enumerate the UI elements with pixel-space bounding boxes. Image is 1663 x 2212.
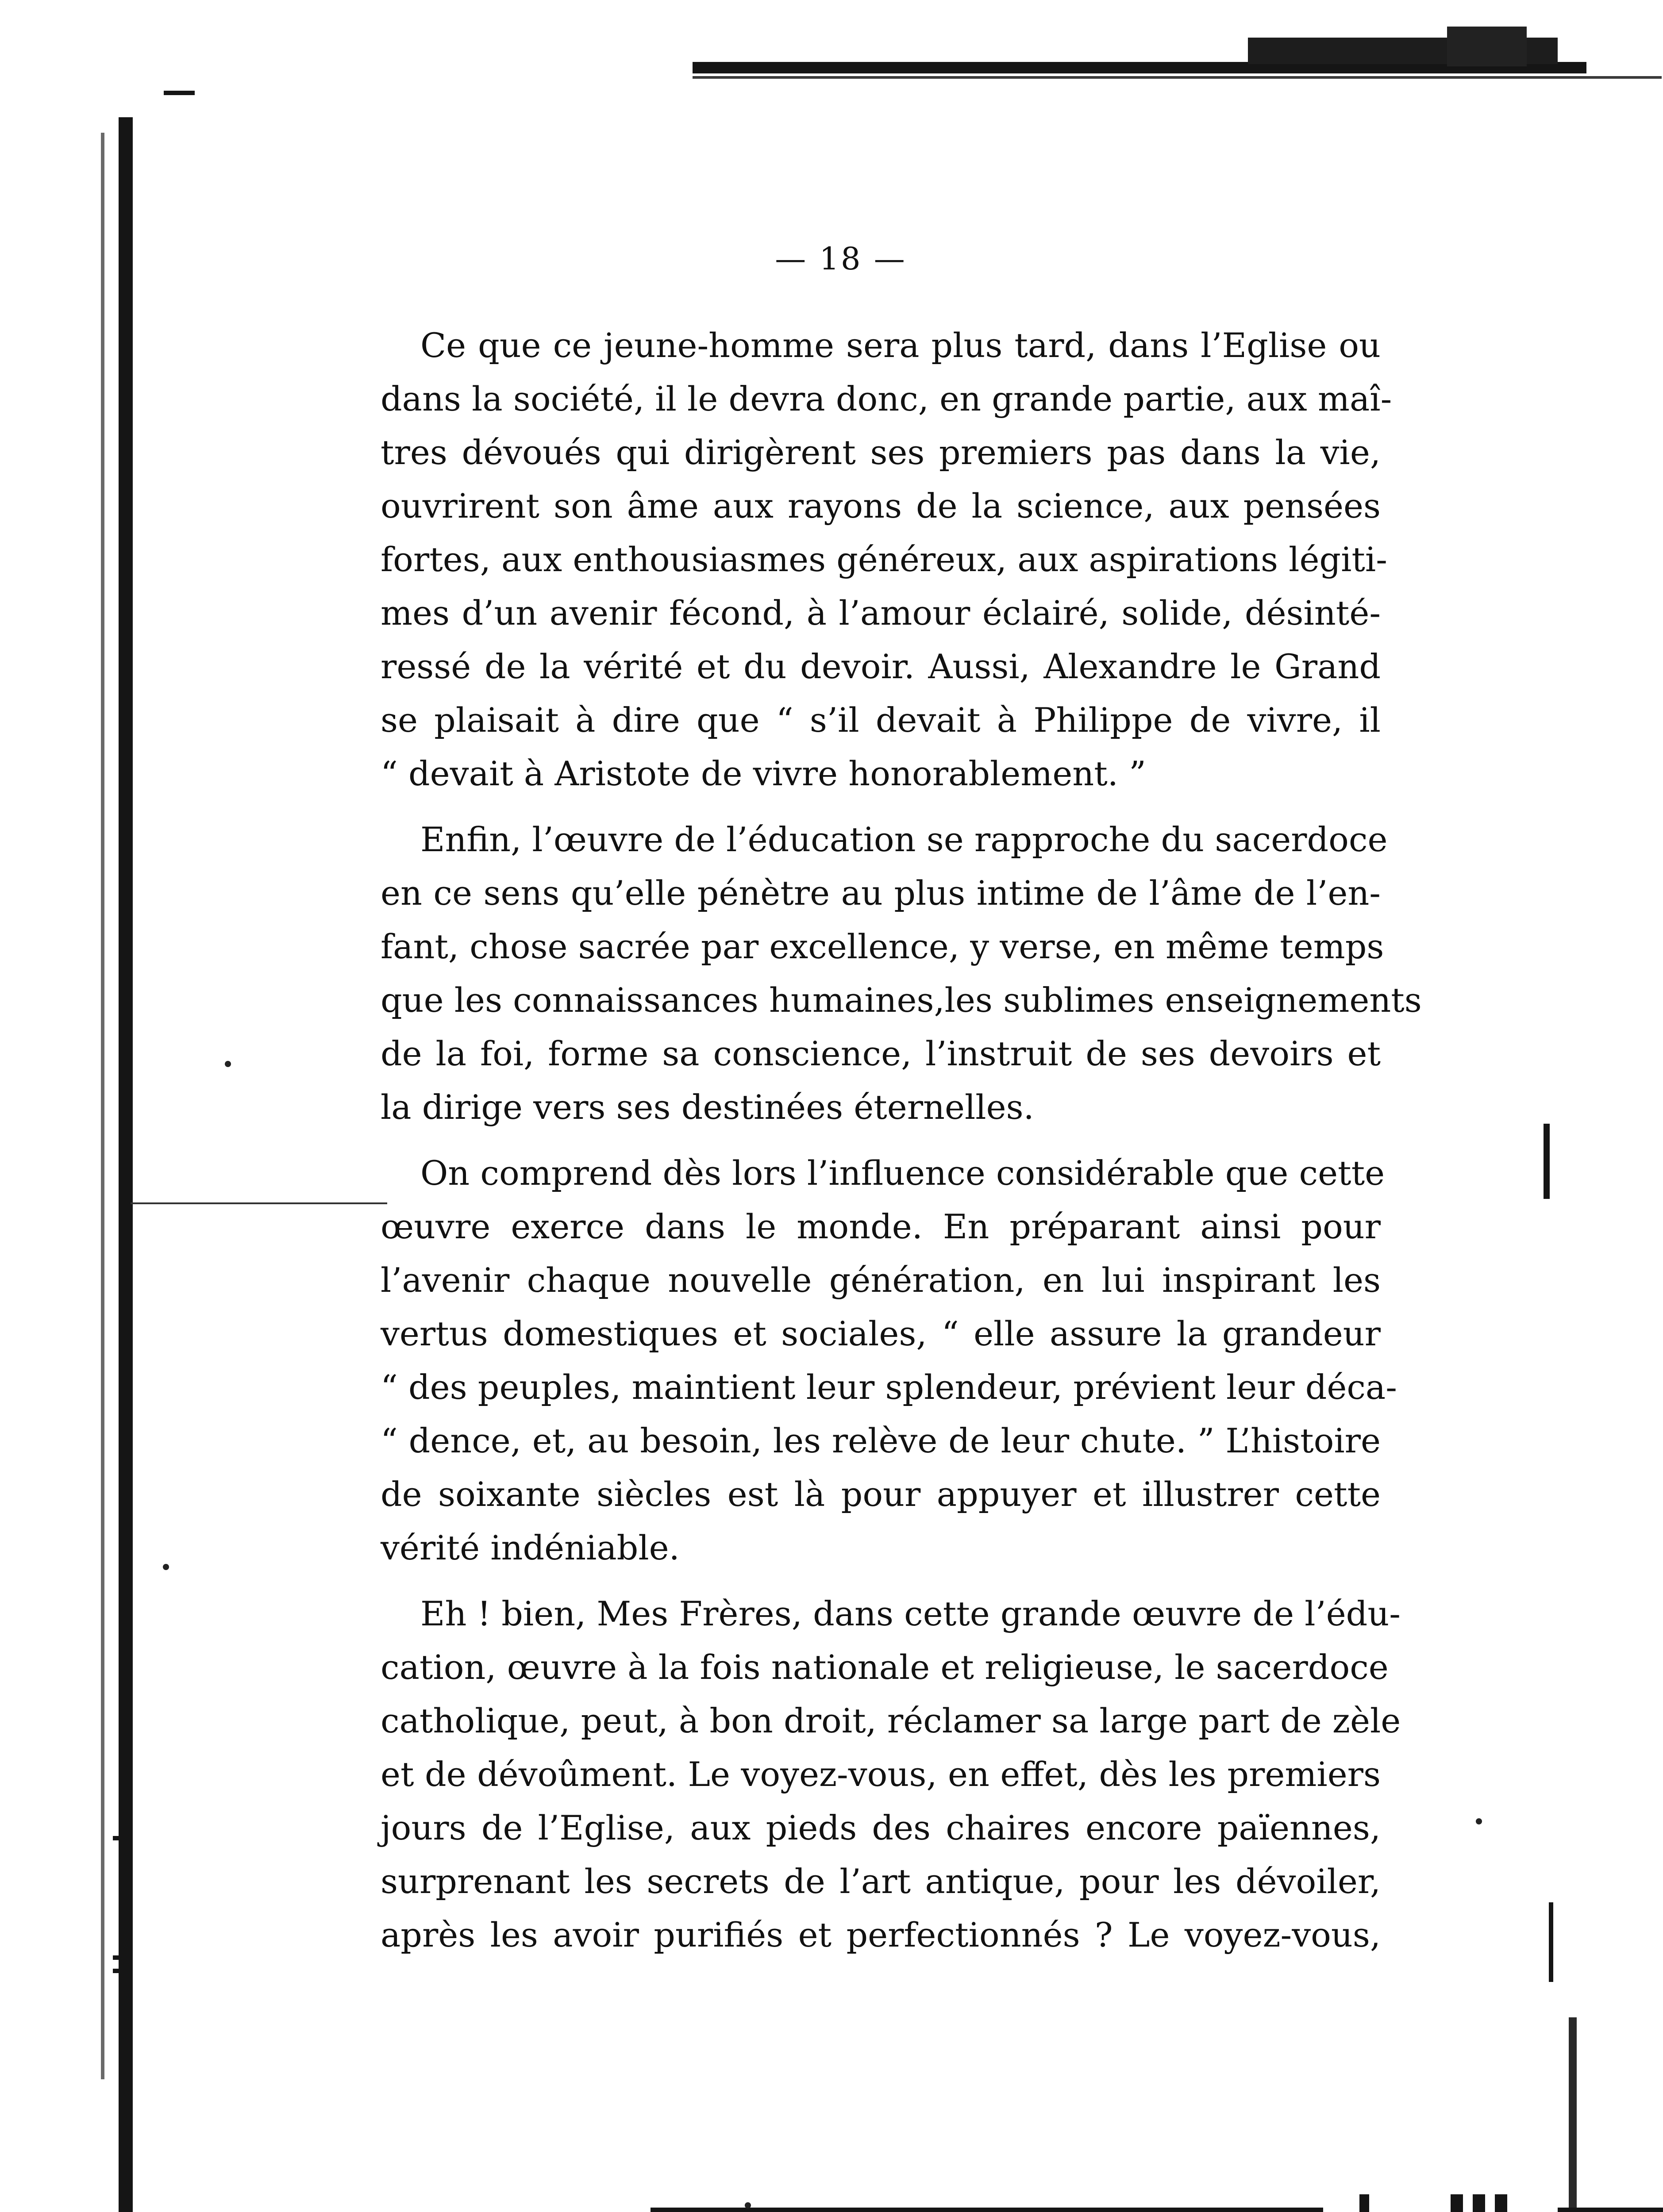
paragraph-3 bbox=[341, 1146, 1397, 1575]
text-line: en ce sens qu’elle pénètre au plus intime de l’âme de l’en- bbox=[381, 873, 1381, 913]
scan-bottom-tick bbox=[1451, 2194, 1463, 2212]
text-line: surprenant les secrets de l’art antique, pour les dévoiler, bbox=[381, 1862, 1381, 1901]
text-line: et de dévoûment. Le voyez-vous, en effet, dès les premiers bbox=[381, 1755, 1381, 1794]
scan-speck bbox=[1476, 1818, 1482, 1824]
scan-margin-mark bbox=[113, 1836, 131, 1840]
text-line: On comprend dès lors l’influence considérable que cette bbox=[420, 1153, 1385, 1193]
text-line: jours de l’Eglise, aux pieds des chaires encore païennes, bbox=[381, 1808, 1381, 1847]
page-number: — 18 — bbox=[775, 241, 907, 277]
text-line: “ devait à Aristote de vivre honorablement. ” bbox=[381, 754, 1146, 793]
text-line: tres dévoués qui dirigèrent ses premiers pas dans la vie, bbox=[381, 433, 1381, 472]
text-line: “ des peuples, maintient leur splendeur, prévient leur déca- bbox=[381, 1367, 1397, 1407]
paragraph-1 bbox=[341, 319, 1392, 800]
scan-bottom-band bbox=[651, 2208, 1323, 2212]
scan-mark bbox=[164, 91, 195, 95]
scan-top-line bbox=[693, 76, 1662, 79]
text-line: cation, œuvre à la fois nationale et religieuse, le sacerdoce bbox=[381, 1647, 1389, 1687]
scan-margin-mark bbox=[113, 1969, 131, 1973]
scan-top-blot bbox=[1447, 27, 1527, 66]
text-line: que les connaissances humaines,les sublimes enseignements bbox=[381, 980, 1422, 1020]
text-line: Eh ! bien, Mes Frères, dans cette grande œuvre de l’édu- bbox=[420, 1594, 1401, 1633]
text-line: la dirige vers ses destinées éternelles. bbox=[381, 1087, 1034, 1127]
text-line: se plaisait à dire que “ s’il devait à Philippe de vivre, il bbox=[381, 700, 1381, 740]
text-line: l’avenir chaque nouvelle génération, en lui inspirant les bbox=[381, 1260, 1381, 1300]
paragraph-4 bbox=[341, 1587, 1401, 1962]
scan-margin-mark bbox=[1549, 1902, 1553, 1982]
scan-bottom-blot bbox=[1558, 2208, 1663, 2212]
text-line: œuvre exerce dans le monde. En préparant ainsi pour bbox=[381, 1207, 1381, 1246]
scan-edge-bar bbox=[119, 117, 133, 2212]
text-line: “ dence, et, au besoin, les relève de leur chute. ” L’histoire bbox=[381, 1421, 1381, 1460]
scan-bottom-tick bbox=[1473, 2194, 1485, 2212]
scan-margin-line bbox=[1569, 2017, 1577, 2208]
text-line: Enfin, l’œuvre de l’éducation se rapproche du sacerdoce bbox=[420, 820, 1388, 859]
paragraph-2 bbox=[341, 813, 1422, 1134]
scan-bottom-tick bbox=[1495, 2194, 1507, 2212]
text-line: fant, chose sacrée par excellence, y verse, en même temps bbox=[381, 927, 1384, 966]
scan-speck bbox=[225, 1061, 231, 1067]
text-line: fortes, aux enthousiasmes généreux, aux aspirations légiti- bbox=[381, 540, 1387, 579]
text-line: ouvrirent son âme aux rayons de la science, aux pensées bbox=[381, 486, 1381, 526]
text-line: mes d’un avenir fécond, à l’amour éclairé, solide, désinté- bbox=[381, 593, 1381, 633]
text-line: vertus domestiques et sociales, “ elle assure la grandeur bbox=[381, 1314, 1381, 1353]
text-line: dans la société, il le devra donc, en grande partie, aux maî- bbox=[381, 379, 1392, 419]
scan-speck bbox=[745, 2202, 751, 2208]
text-line: vérité indéniable. bbox=[381, 1528, 680, 1567]
scan-margin-mark bbox=[1544, 1124, 1550, 1199]
body-text bbox=[341, 319, 1422, 1962]
scan-margin-mark bbox=[113, 1955, 131, 1960]
text-line: de soixante siècles est là pour appuyer et illustrer cette bbox=[381, 1475, 1381, 1514]
text-line: après les avoir purifiés et perfectionnés ? Le voyez-vous, bbox=[381, 1915, 1381, 1955]
scan-speck bbox=[163, 1564, 169, 1570]
scan-bottom-tick bbox=[1359, 2194, 1369, 2212]
text-line: catholique, peut, à bon droit, réclamer sa large part de zèle bbox=[381, 1701, 1401, 1740]
text-line: de la foi, forme sa conscience, l’instruit de ses devoirs et bbox=[381, 1034, 1381, 1073]
text-line: Ce que ce jeune-homme sera plus tard, dans l’Eglise ou bbox=[420, 326, 1381, 365]
scan-edge-line bbox=[101, 133, 104, 2079]
text-line: ressé de la vérité et du devoir. Aussi, Alexandre le Grand bbox=[381, 647, 1381, 686]
